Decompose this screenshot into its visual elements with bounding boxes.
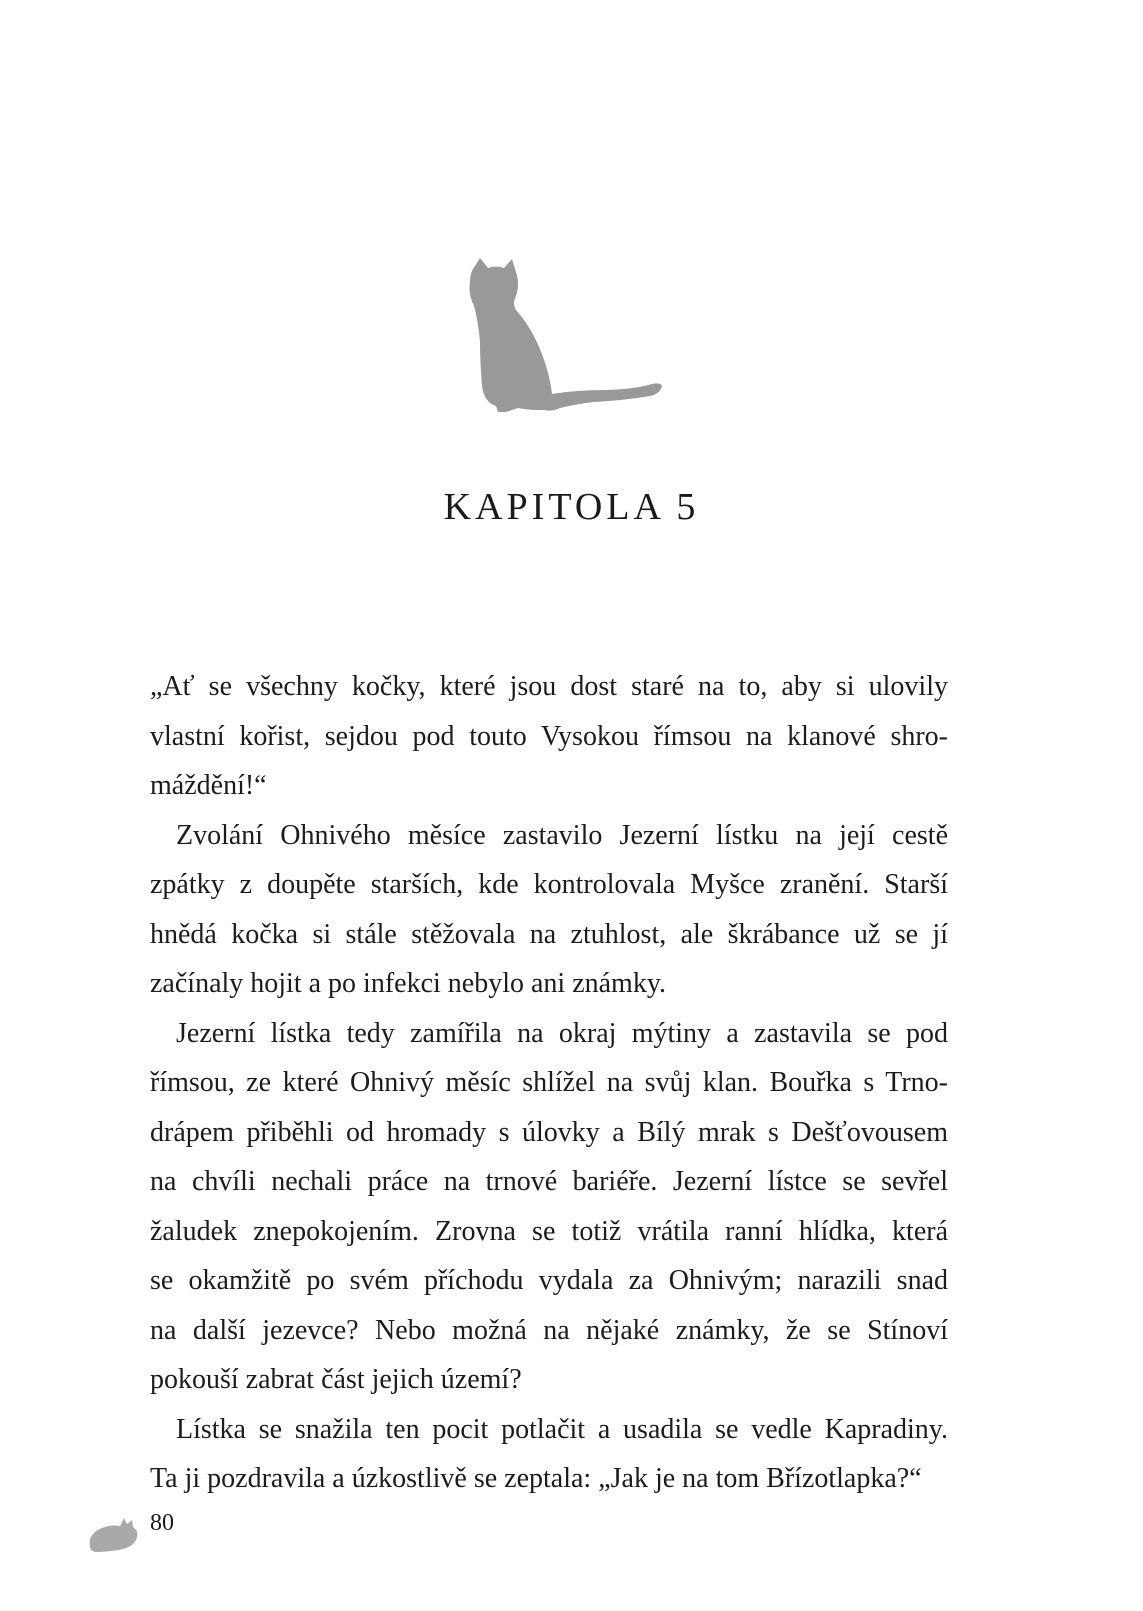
text-line: římsou, ze které Ohnivý měsíc shlížel na svůj klan. Bouřka s Trno- bbox=[150, 1067, 948, 1098]
text-line: hnědá kočka si stále stěžovala na ztuhlost, ale škrábance už se jí bbox=[150, 918, 948, 950]
text-line: pokouší zabrat část jejich území? bbox=[150, 1364, 522, 1395]
chapter-title: KAPITOLA 5 bbox=[443, 486, 700, 528]
chapter-body-text bbox=[150, 662, 948, 1504]
text-line: začínaly hojit a po infekci nebylo ani známky. bbox=[150, 968, 667, 999]
text-line: vlastní kořist, sejdou pod touto Vysokou římsou na klanové shro- bbox=[150, 720, 948, 752]
text-line: Zvolání Ohnivého měsíce zastavilo Jezerní lístku na její cestě bbox=[176, 819, 948, 851]
text-line: drápem přiběhli od hromady s úlovky a Bílý mrak s Dešťovousem bbox=[150, 1116, 948, 1148]
text-line: „Ať se všechny kočky, které jsou dost staré na to, aby si ulovily bbox=[150, 671, 948, 702]
text-line: žaludek znepokojením. Zrovna se totiž vrátila ranní hlídka, která bbox=[150, 1215, 948, 1247]
text-line: máždění!“ bbox=[150, 770, 267, 801]
text-line: Lístka se snažila ten pocit potlačit a usadila se vedle Kapradiny. bbox=[176, 1413, 948, 1445]
page-number: 80 bbox=[150, 1510, 174, 1536]
text-line: na další jezevce? Nebo možná na nějaké známky, že se Stínoví bbox=[150, 1314, 948, 1346]
text-line: se okamžitě po svém příchodu vydala za Ohnivým; narazili snad bbox=[150, 1265, 948, 1296]
curled-cat-icon bbox=[88, 1514, 140, 1554]
text-line: zpátky z doupěte starších, kde kontrolovala Myšce zranění. Starší bbox=[150, 869, 948, 900]
text-line: na chvíli nechali práce na trnové bariéře. Jezerní lístce se sevřel bbox=[150, 1166, 948, 1197]
text-line: Jezerní lístka tedy zamířila na okraj mýtiny a zastavila se pod bbox=[176, 1017, 948, 1049]
text-line: Ta ji pozdravila a úzkostlivě se zeptala: „Jak je na tom Břízotlapka?“ bbox=[150, 1463, 922, 1494]
sitting-cat-silhouette-icon bbox=[466, 258, 662, 428]
